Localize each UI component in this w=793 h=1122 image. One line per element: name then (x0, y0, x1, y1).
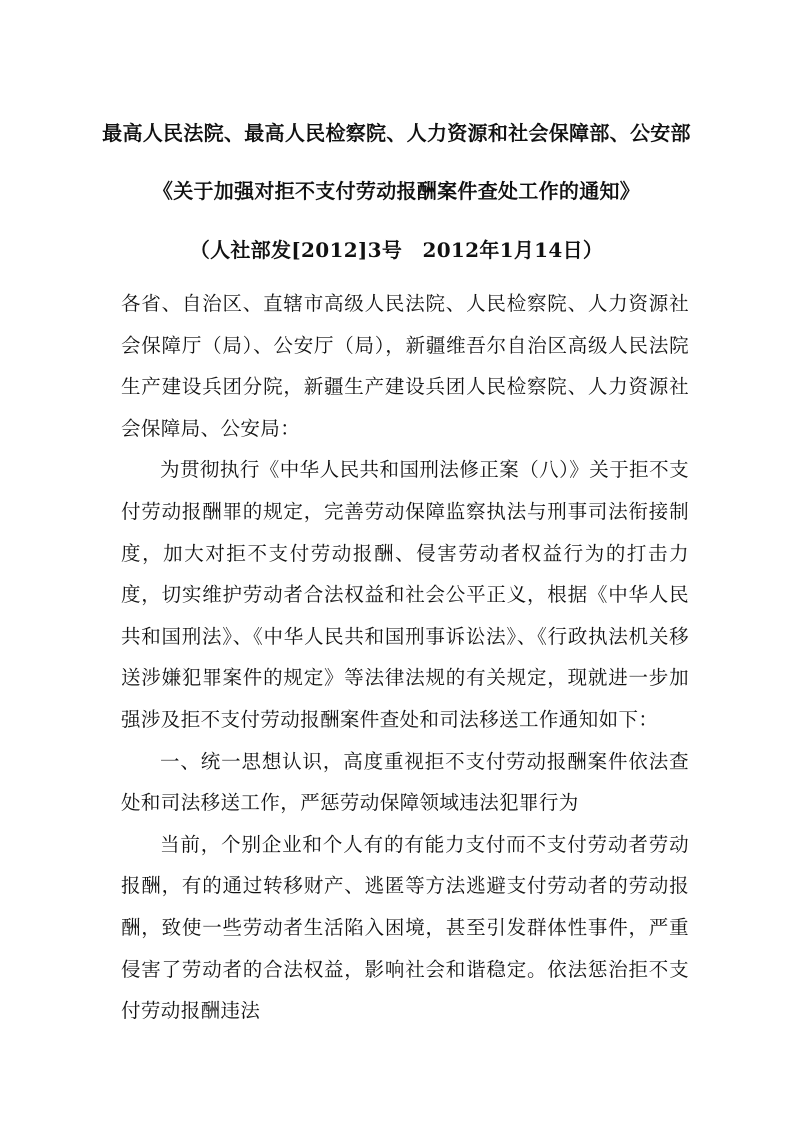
document-title-notice: 《关于加强对拒不支付劳动报酬案件查处工作的通知》 (152, 179, 641, 203)
addressee-paragraph: 各省、自治区、直辖市高级人民法院、人民检察院、人力资源社会保障厅（局）、公安厅（局），新疆维吾尔自治区高级人民法院生产建设兵团分院，新疆生产建设兵团人民检察院、人力资源社会保障局、公安局： (121, 292, 689, 440)
document-title-issuers: 最高人民法院、最高人民检察院、人力资源和社会保障部、公安部 (102, 121, 691, 145)
intro-paragraph: 为贯彻执行《中华人民共和国刑法修正案（八）》关于拒不支付劳动报酬罪的规定，完善劳动保障监察执法与刑事司法衔接制度，加大对拒不支付劳动报酬、侵害劳动者权益行为的打击力度，切实维护劳动者合法权益和社会公平正义，根据《中华人民共和国刑法》、《中华人民共和国刑事诉讼法》、《行政执法机关移送涉嫌犯罪案件的规定》等法律法规的有关规定，现就进一步加强涉及拒不支付劳动报酬案件查处和司法移送工作通知如下： (121, 458, 689, 731)
section-heading: 一、统一思想认识，高度重视拒不支付劳动报酬案件依法查处和司法移送工作，严惩劳动保障领域违法犯罪行为 (121, 749, 689, 815)
document-number-date: （人社部发[2012]3号 2012年1月14日） (189, 238, 604, 262)
document-body (121, 283, 689, 1032)
body-paragraph: 当前，个别企业和个人有的有能力支付而不支付劳动者劳动报酬，有的通过转移财产、逃匿等方法逃避支付劳动者的劳动报酬，致使一些劳动者生活陷入困境，甚至引发群体性事件，严重侵害了劳动者的合法权益，影响社会和谐稳定。依法惩治拒不支付劳动报酬违法 (121, 832, 689, 1023)
